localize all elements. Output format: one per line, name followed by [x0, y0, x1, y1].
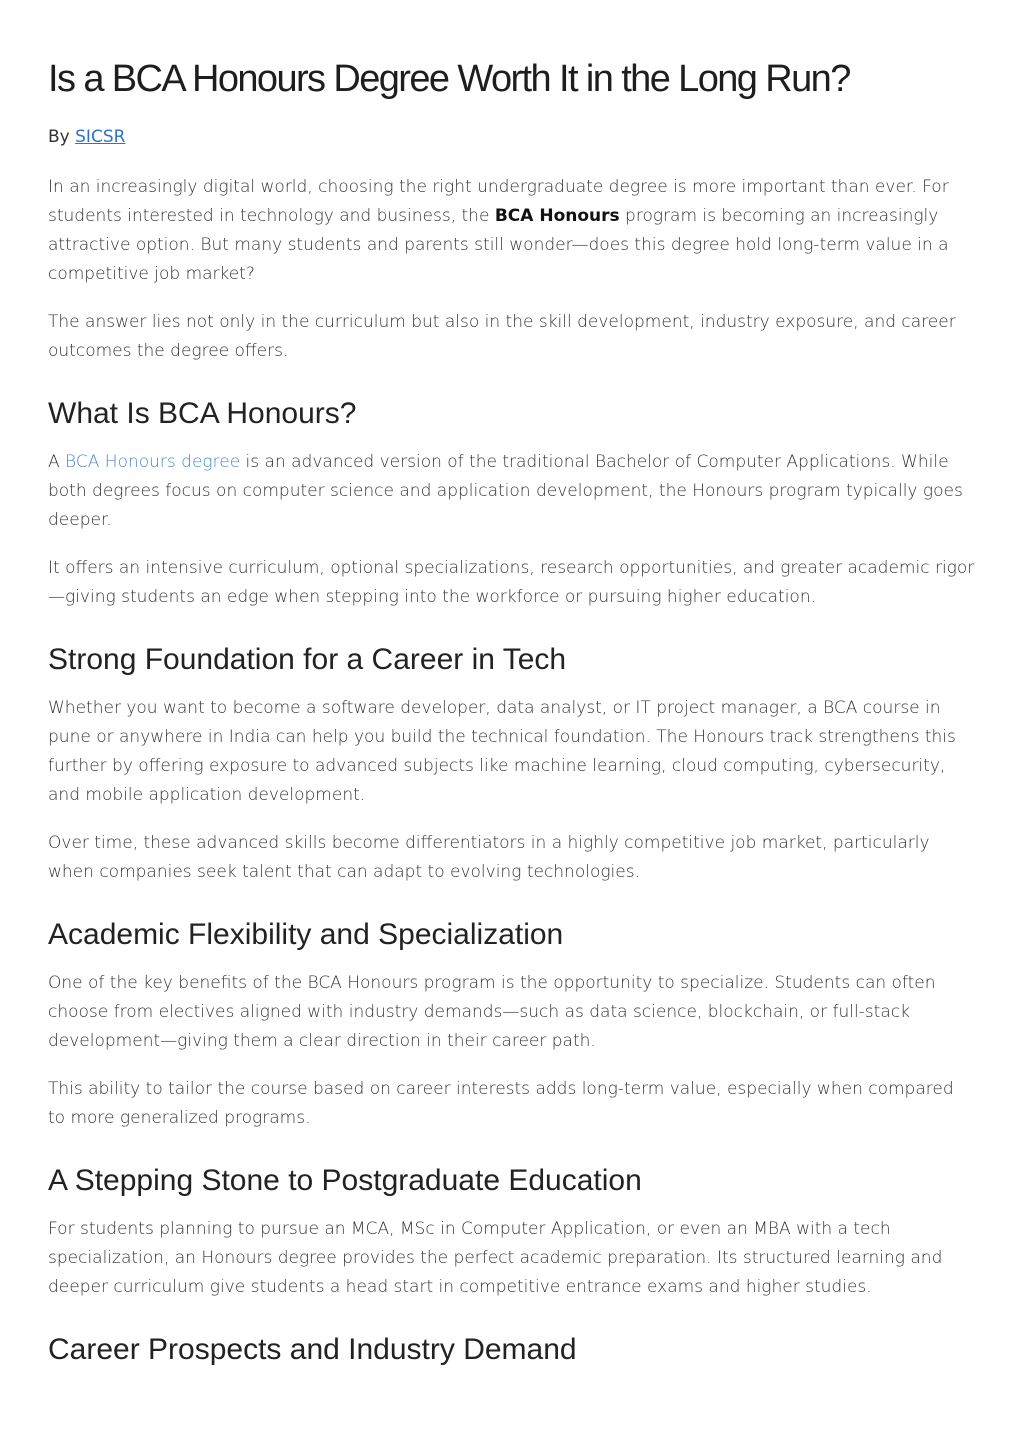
intro-paragraph-2: The answer lies not only in the curriculum but also in the skill development, industry exposure, and career outcomes the degree offers. — [48, 312, 956, 361]
byline-prefix: By — [48, 127, 70, 147]
section3-paragraph-1: One of the key benefits of the BCA Honours program is the opportunity to specialize. Students can often choose from electives aligned with industry demands—such as data science, blockchain, or full-stack development—giving them a clear direction in their career path. — [48, 973, 936, 1051]
section3-paragraph-2: This ability to tailor the course based on career interests adds long-term value, especially when compared to more generalized programs. — [48, 1079, 954, 1128]
section2-paragraph-2: Over time, these advanced skills become differentiators in a highly competitive job market, particularly when companies seek talent that can adapt to evolving technologies. — [48, 833, 930, 882]
intro1-bold: BCA Honours — [494, 206, 620, 226]
intro-paragraph-1 — [48, 173, 976, 289]
section-heading-career-prospects: Career Prospects and Industry Demand — [48, 1333, 577, 1366]
section-heading-what-is-bca: What Is BCA Honours? — [48, 397, 357, 430]
section1-text-a: A — [48, 452, 66, 472]
intro1-text-a: In an increasingly digital world, choosing the right undergraduate degree is more important than ever. For students interested in technology and business, the — [48, 177, 949, 226]
page-title: Is a BCA Honours Degree Worth It in the Long Run? — [48, 58, 850, 100]
section1-paragraph-1 — [48, 448, 976, 535]
section4-paragraph-1: For students planning to pursue an MCA, MSc in Computer Application, or even an MBA with a tech specialization, an Honours degree provides the perfect academic preparation. Its structured learning and deeper curriculum give students a head start in competitive entrance exams and higher studies. — [48, 1219, 943, 1297]
section2-paragraph-1: Whether you want to become a software developer, data analyst, or IT project manager, a BCA course in pune or anywhere in India can help you build the technical foundation. The Honours track strengthens this further by offering exposure to advanced subjects like machine learning, cloud computing, cybersecurity, and mobile application development. — [48, 698, 956, 805]
section-heading-strong-foundation: Strong Foundation for a Career in Tech — [48, 643, 567, 676]
author-link[interactable]: SICSR — [75, 127, 126, 147]
section-heading-academic-flexibility: Academic Flexibility and Specialization — [48, 918, 564, 951]
section1-paragraph-2: It offers an intensive curriculum, optional specializations, research opportunities, and greater academic rigor—giving students an edge when stepping into the workforce or pursuing higher education. — [48, 558, 975, 607]
section-heading-stepping-stone: A Stepping Stone to Postgraduate Education — [48, 1164, 642, 1197]
bca-honours-degree-link[interactable]: BCA Honours degree — [65, 452, 241, 472]
intro1-text-b: program is becoming an increasingly attractive option. But many students and parents still wonder—does this degree hold long-term value in a competitive job market? — [48, 206, 949, 284]
section1-text-b: is an advanced version of the traditional Bachelor of Computer Applications. While both degrees focus on computer science and application development, the Honours program typically goes deeper. — [48, 452, 963, 530]
byline — [48, 124, 976, 150]
